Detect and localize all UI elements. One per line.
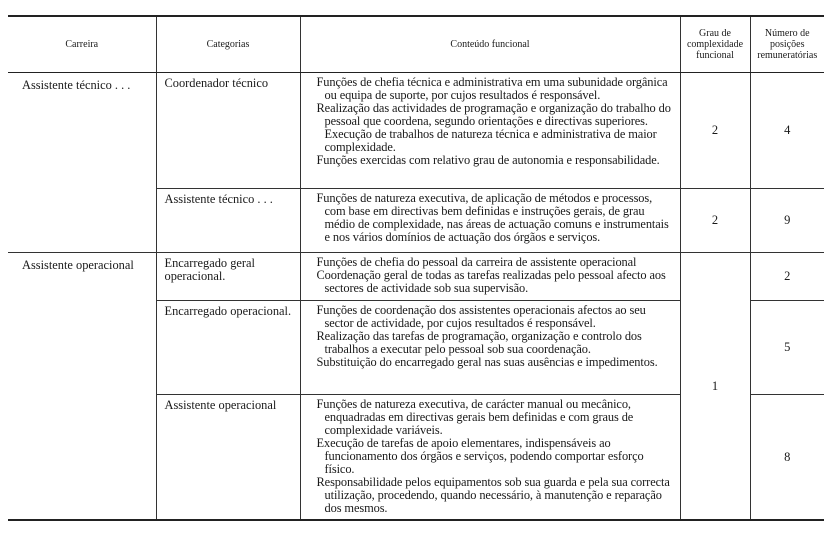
categoria-cell: Coordenador técnico [156,73,300,189]
grau-cell: 2 [680,189,750,253]
conteudo-paragraph: Responsabilidade pelos equipamentos sob sua guarda e pela sua correcta utilização, procedendo, quando necessário, à manutenção e reparação dos mesmos. [316,475,670,515]
conteudo-paragraph: Funções de natureza executiva, de carácter manual ou mecânico, enquadradas em directivas gerais bem definidas e com graus de complexidade variáveis. [316,397,634,437]
carreira-cell: Assistente técnico . . . [22,78,131,92]
categoria-cell: Assistente técnico . . . [156,189,300,253]
posicoes-cell: 5 [750,301,824,395]
conteudo-paragraph: Execução de tarefas de apoio elementares, indispensáveis ao funcionamento dos órgãos e serviços, podendo comportar esforço físico. [316,436,644,476]
conteudo-paragraph: Coordenação geral de todas as tarefas realizadas pelo pessoal afecto aos sectores de actividade sob sua supervisão. [316,268,666,295]
conteudo-cell [300,189,680,253]
conteudo-cell [300,301,680,395]
conteudo-paragraph: Realização das actividades de programação e organização do trabalho do pessoal que coordena, segundo orientações e directivas superiores. Execução de trabalhos de natureza técnica e administrativa de maior complexidade. [316,101,671,154]
grau-cell: 2 [680,73,750,189]
conteudo-paragraph: Funções de chefia técnica e administrativa em uma subunidade orgânica ou equipa de suporte, por cujos resultados é responsável. [316,75,668,102]
posicoes-cell: 2 [750,253,824,301]
header-grau: Grau de complexidade funcional [680,16,750,73]
header-row [8,16,824,73]
header-numero: Número de posições remuneratórias [750,16,824,73]
posicoes-cell: 8 [750,395,824,521]
categoria-cell: Encarregado operacional. [156,301,300,395]
conteudo-paragraph: Funções de chefia do pessoal da carreira de assistente operacional [316,255,637,269]
header-carreira: Carreira [8,16,156,73]
conteudo-cell [300,73,680,189]
conteudo-cell [300,253,680,301]
posicoes-cell: 4 [750,73,824,189]
carreira-cell: Assistente operacional [8,253,156,521]
categoria-cell: Encarregado geral operacional. [156,253,300,301]
conteudo-paragraph: Substituição do encarregado geral nas suas ausências e impedimentos. [316,355,658,369]
header-conteudo: Conteúdo funcional [300,16,680,73]
conteudo-paragraph: Funções de natureza executiva, de aplicação de métodos e processos, com base em directivas bem definidas e instruções gerais, de grau médio de complexidade, nas áreas de actuação comuns e instrumentais e nos vários domínios de actuação dos órgãos e serviços. [316,191,669,244]
conteudo-paragraph: Funções de coordenação dos assistentes operacionais afectos ao seu sector de actividade, por cujos resultados é responsável. [316,303,646,330]
table-row [8,253,824,301]
header-categorias: Categorias [156,16,300,73]
career-table [8,15,824,521]
posicoes-cell: 9 [750,189,824,253]
grau-cell: 1 [680,253,750,521]
conteudo-paragraph: Realização das tarefas de programação, organização e controlo dos trabalhos a executar pelo pessoal sob sua coordenação. [316,329,642,356]
categoria-cell: Assistente operacional [156,395,300,521]
conteudo-paragraph: Funções exercidas com relativo grau de autonomia e responsabilidade. [316,153,660,167]
table-row [8,73,824,189]
conteudo-cell [300,395,680,521]
